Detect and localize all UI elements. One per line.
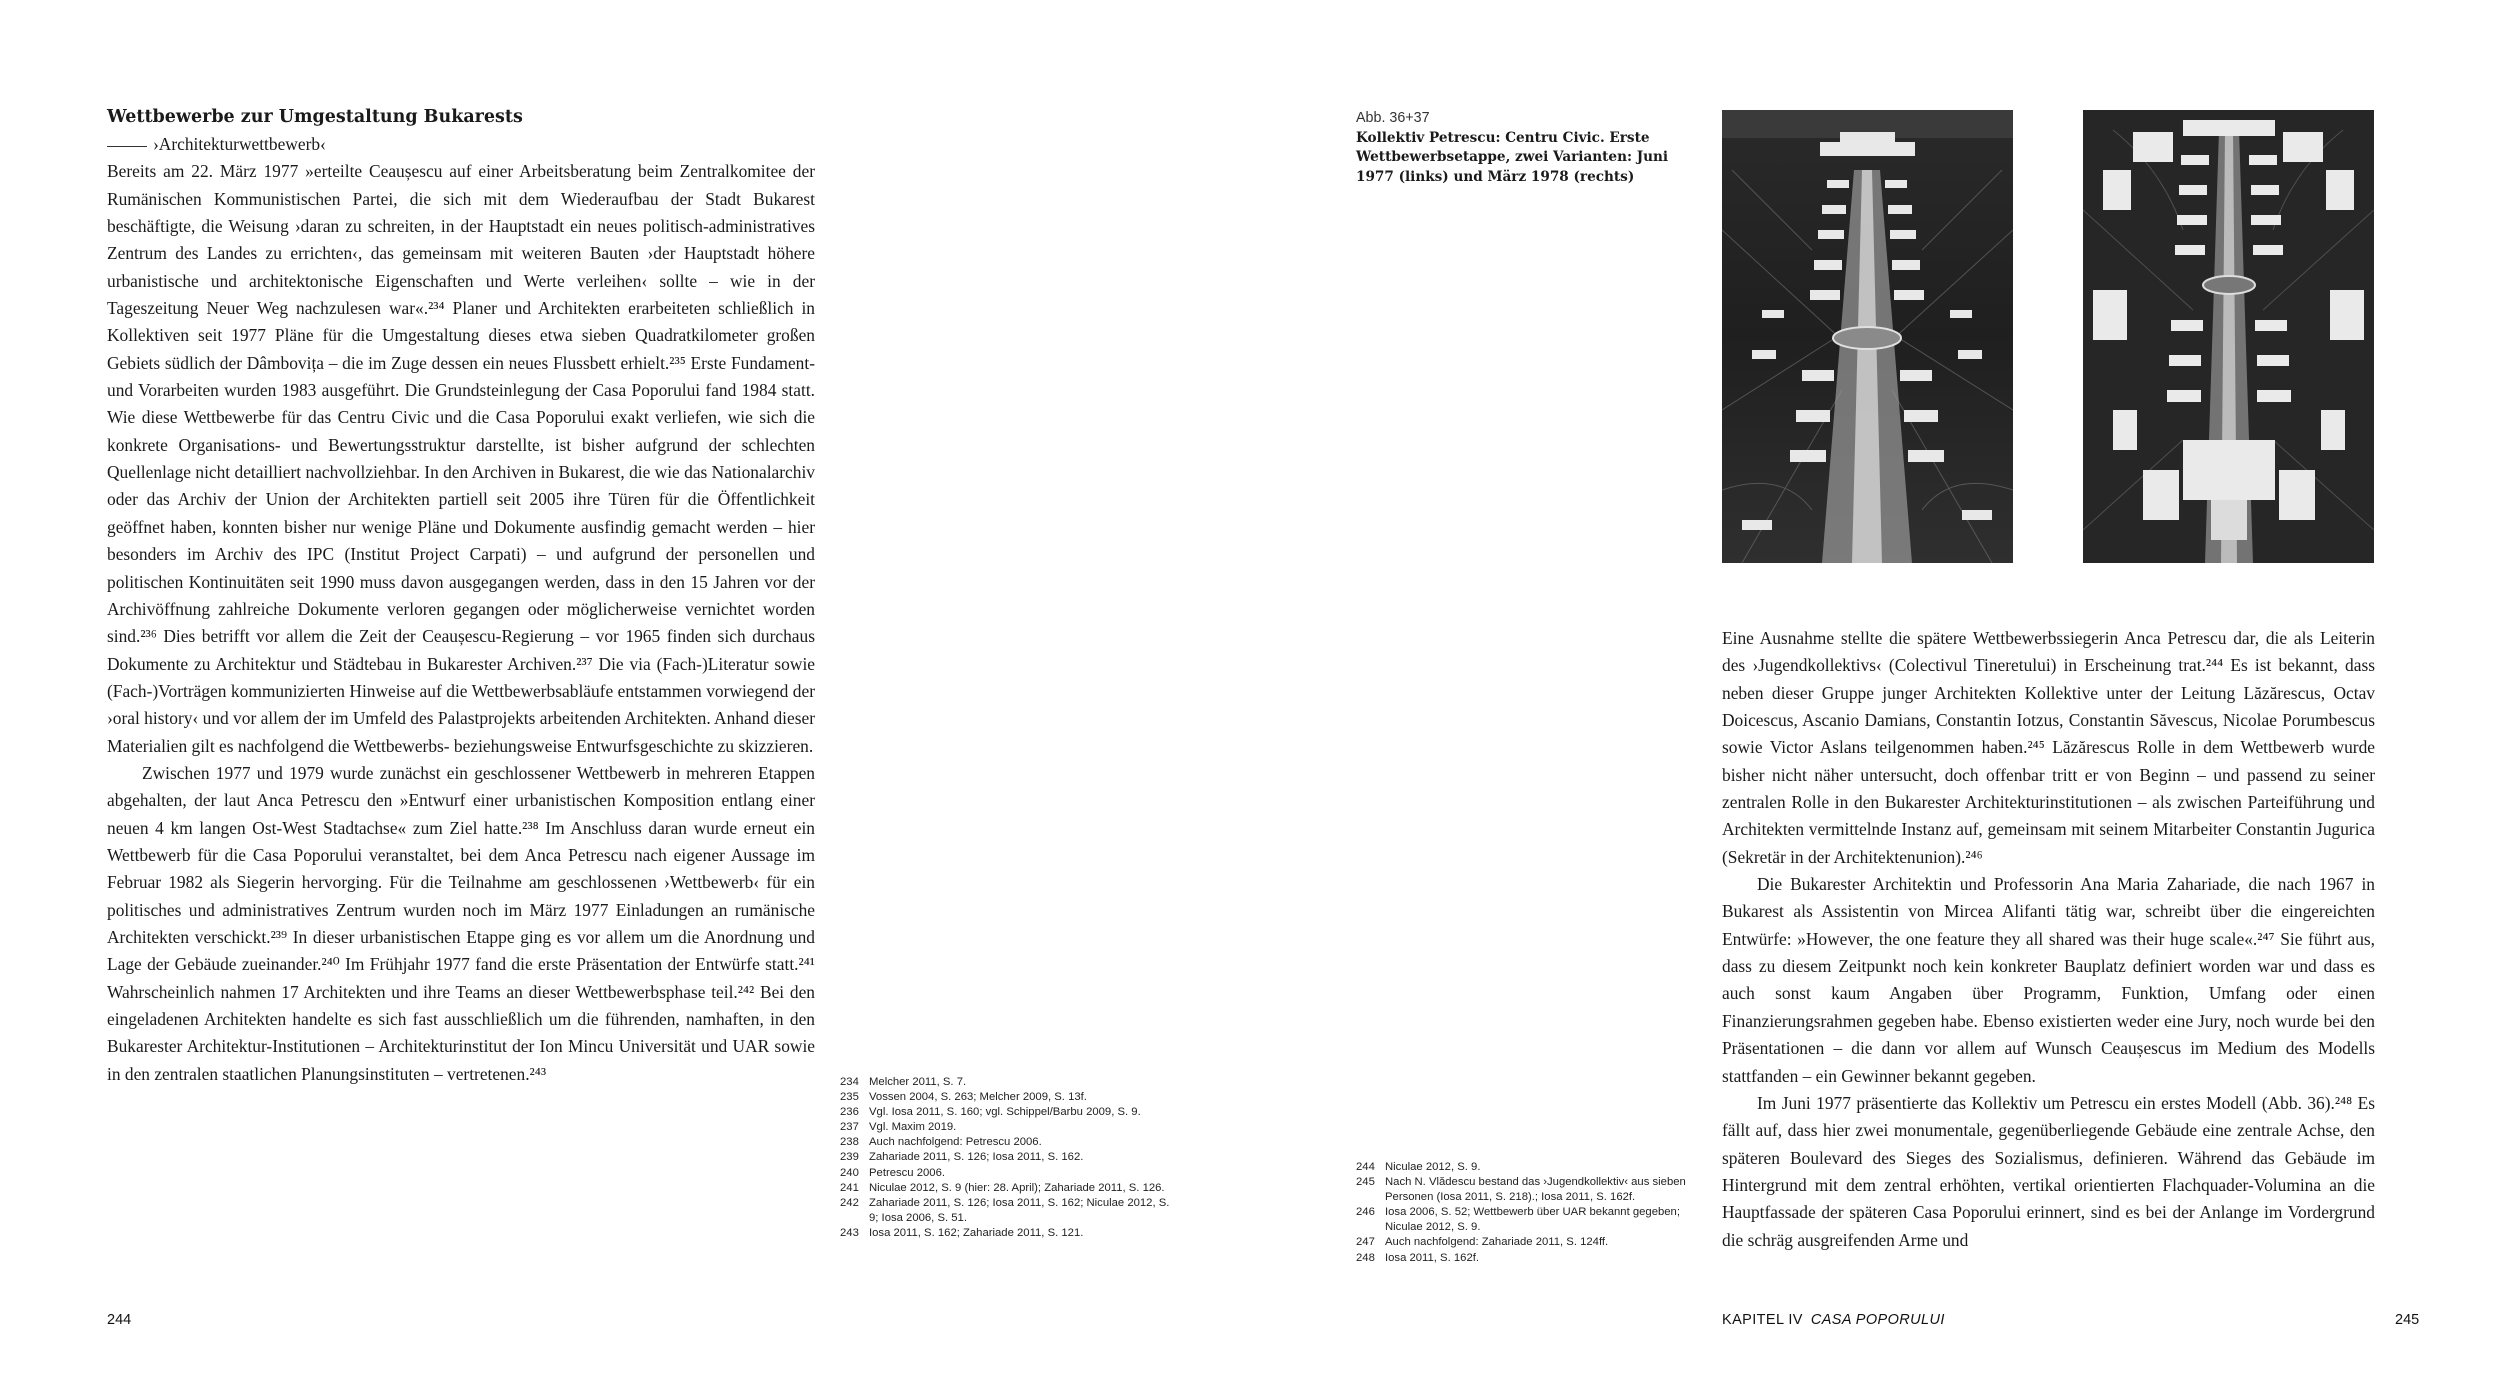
- footnote: [1356, 1205, 1696, 1235]
- body-paragraph-4: Die Bukarester Architektin und Professorin Ana Maria Zahariade, die nach 1967 in Bukarest als Assistentin von Mircea Alifanti tätig war, schreibt über die eingereichten Entwürfe: »However, the one feature they all shared was their huge scale«.²⁴⁷ Sie führt aus, dass zu diesem Zeitpunkt noch kein konkreter Bauplatz definiert worden war und dass es auch sonst kaum Angaben über Programm, Funktion, Umfang oder einen Finanzierungsrahmen gegeben habe. Ebenso existierten weder eine Jury, noch wurde bei den Präsentationen – die dann vor allem auf Wunsch Ceaușescus im Medium des Modells stattfanden – ein Gewinner bekannt gegeben.: [1722, 874, 2375, 1086]
- page-number-left: 244: [107, 1312, 132, 1328]
- footnote-number: 245: [1356, 1176, 1375, 1189]
- footnote-text: Vgl. Maxim 2019.: [869, 1121, 957, 1134]
- footnote-number: 242: [840, 1196, 859, 1209]
- footnote-text: Iosa 2011, S. 162f.: [1385, 1251, 1479, 1264]
- footnotes-right: [1356, 1160, 1696, 1266]
- footnote-text: Iosa 2006, S. 52; Wettbewerb über UAR bekannt gegeben; Niculae 2012, S. 9.: [1385, 1206, 1680, 1234]
- footnote-number: 235: [840, 1091, 859, 1104]
- figure-caption-text: Kollektiv Petrescu: Centru Civic. Erste Wettbewerbsetappe, zwei Varianten: Juni 1977 (links) und März 1978 (rechts): [1356, 129, 1669, 185]
- model-photo-1-graphic: [1722, 110, 2013, 563]
- footnote-number: 240: [840, 1166, 859, 1179]
- footnote-number: 241: [840, 1181, 859, 1194]
- footnote-text: Melcher 2011, S. 7.: [869, 1076, 967, 1088]
- footnote-text: Niculae 2012, S. 9.: [1385, 1161, 1481, 1173]
- running-head-title: CASA POPORULUI: [1810, 1312, 1945, 1328]
- footnote-text: Petrescu 2006.: [869, 1166, 945, 1179]
- running-head-chapter: KAPITEL IV: [1722, 1312, 1803, 1328]
- footnote-text: Niculae 2012, S. 9 (hier: 28. April); Zahariade 2011, S. 126.: [869, 1181, 1165, 1194]
- footnote: [1356, 1235, 1696, 1250]
- figure-photo-june-1977: [1722, 110, 2013, 563]
- footnote-number: 237: [840, 1121, 859, 1134]
- body-paragraph-5: Im Juni 1977 präsentierte das Kollektiv um Petrescu ein erstes Modell (Abb. 36).²⁴⁸ Es fällt auf, dass hier zwei monumentale, gegenüberliegende Gebäude eine zentrale Achse, den späteren Boulevard des Sieges des Sozialismus, definieren. Während das Gebäude im Hintergrund mit dem zentral erhöhten, vertikal orientierten Flachquader-Volumina an die Hauptfassade der späteren Casa Poporului erinnert, sind es bei der Anlange im Vordergrund die schräg ausgreifenden Arme und: [1722, 1092, 2375, 1250]
- footnote-number: 246: [1356, 1206, 1375, 1219]
- section-heading: Wettbewerbe zur Umgestaltung Bukarests: [107, 107, 523, 127]
- footnote-text: Vgl. Iosa 2011, S. 160; vgl. Schippel/Barbu 2009, S. 9.: [869, 1106, 1141, 1119]
- body-paragraph-3: Eine Ausnahme stellte die spätere Wettbewerbssiegerin Anca Petrescu dar, die als Leiterin des ›Jugendkollektivs‹ (Colectivul Tineretului) in Erscheinung trat.²⁴⁴ Es ist bekannt, dass neben dieser Gruppe junger Architekten Kollektive unter der Leitung Lăzărescus, Octav Doicescus, Ascanio Damians, Constantin Iotzus, Constantin Săvescus, Nicolae Porumbescus sowie Victor Aslans teilgenommen haben.²⁴⁵ Lăzărescus Rolle in dem Wettbewerb wurde bisher nicht näher untersucht, doch offenbar tritt er von Beginn – und passend zu seiner zentralen Rolle in den Bukarester Architekturinstitutionen – als zwischen Parteiführung und Architekten vermittelnde Instanz auf, gemeinsam mit seinem Mitarbeiter Constantin Jugurica (Sekretär in der Architektenunion).²⁴⁶: [1722, 628, 2375, 867]
- footnote-number: 243: [840, 1226, 859, 1239]
- footnote-number: 248: [1356, 1251, 1375, 1264]
- footnote: [1356, 1175, 1696, 1205]
- footnote-text: Auch nachfolgend: Zahariade 2011, S. 124ff.: [1385, 1236, 1609, 1249]
- footnote-text: Zahariade 2011, S. 126; Iosa 2011, S. 162; Niculae 2012, S. 9; Iosa 2006, S. 51.: [869, 1196, 1170, 1224]
- footnote-number: 236: [840, 1106, 859, 1119]
- footnote: [1356, 1251, 1696, 1266]
- footnote-number: 238: [840, 1136, 859, 1149]
- footnote-number: 244: [1356, 1161, 1375, 1173]
- figure-caption: [1356, 109, 1686, 187]
- subheading-text: ›Architekturwettbewerb‹: [153, 134, 326, 154]
- footnote-text: Nach N. Vlădescu bestand das ›Jugendkollektiv‹ aus sieben Personen (Iosa 2011, S. 218).; Iosa 2011, S. 162f.: [1385, 1176, 1686, 1204]
- figure-label: Abb. 36+37: [1356, 110, 1430, 126]
- footnote-text: Vossen 2004, S. 263; Melcher 2009, S. 13f.: [869, 1091, 1087, 1104]
- right-main-column: [1722, 625, 2375, 1254]
- footnote-text: Zahariade 2011, S. 126; Iosa 2011, S. 162.: [869, 1151, 1084, 1164]
- model-photo-2-graphic: [2083, 110, 2374, 563]
- page-number-right: 245: [2395, 1312, 2420, 1328]
- footnote-number: 234: [840, 1076, 859, 1088]
- body-paragraph-1: Bereits am 22. März 1977 »erteilte Ceaușescu auf einer Arbeitsberatung beim Zentralkomitee der Rumänischen Kommunistischen Partei, die sich mit dem Wiederaufbau der Stadt Bukarest beschäftigte, die Weisung ›daran zu schreiten, in der Hauptstadt ein neues politisch-administratives Zentrum des Landes zu errichten‹, das gemeinsam mit weiteren Bauten ›der Hauptstadt höhere urbanistische und architektonische Eigenschaften und Werte verleihen‹ sollte – wie in der Tageszeitung Neuer Weg nachzulesen war«.²³⁴ Planer und Architekten erarbeiteten schließlich in Kollektiven seit 1977 Pläne für die Umgestaltung dieses etwa sieben Quadratkilometer großen Gebiets südlich der Dâmbovița – die im Zuge dessen ein neues Flussbett erhielt.²³⁵ Erste Fundament- und Vorarbeiten wurden 1983 ausgeführt. Die Grundsteinlegung der Casa Poporului fand 1984 statt. Wie diese Wettbewerbe für das Centru Civic und die Casa Poporului exakt verliefen, wie sich die konkrete Organisations- und Bewertungsstruktur darstellte, ist bisher aufgrund der schlechten Quellenlage nicht detailliert nachvollziehbar. In den Archiven in Bukarest, die wie das Nationalarchiv oder das Archiv der Union der Architekten partiell seit 2005 ihre Türen für die Öffentlichkeit geöffnet haben, konnten bisher nur wenige Pläne und Dokumente ausfindig gemacht werden – hier besonders im Archiv des IPC (Institut Project Carpati) – und aufgrund der personellen und politischen Kontinuitäten seit 1990 muss davon ausgegangen werden, dass in den 15 Jahren vor der Archivöffnung zahlreiche Dokumente verloren gegangen oder möglicherweise vernichtet worden sind.²³⁶ Dies betrifft vor allem die Zeit der Ceaușescu-Regierung – vor 1965 finden sich durchaus Dokumente zu Architektur und Städtebau in Bukarester Archiven.²³⁷ Die via (Fach-)Literatur sowie (Fach-)Vorträgen kommunizierten Hinweise auf die Wettbewerbsabläufe entstammen vorwiegend der ›oral history‹ und vor allem der im Umfeld des Palastprojekts arbeitenden Architekten. Anhand dieser Materialien gilt es nachfolgend die Wettbewerbs- beziehungsweise Entwurfsgeschichte zu skizzieren.: [107, 161, 815, 756]
- figure-photo-march-1978: [2083, 110, 2374, 563]
- footnote-text: Auch nachfolgend: Petrescu 2006.: [869, 1136, 1042, 1149]
- body-paragraph-2: Zwischen 1977 und 1979 wurde zunächst ein geschlossener Wettbewerb in mehreren Etappen abgehalten, der laut Anca Petrescu den »Entwurf einer urbanistischen Komposition entlang einer neuen 4 km langen Ost-West Stadtachse« zum Ziel hatte.²³⁸ Im Anschluss daran wurde erneut ein Wettbewerb für die Casa Poporului veranstaltet, bei dem Anca Petrescu nach eigener Aussage im Februar 1982 als Siegerin hervorging. Für die Teilnahme am geschlossenen ›Wettbewerb‹ für ein politisches und administratives Zentrum wurden noch im März 1977 Einladungen an rumänische Architekten verschickt.²³⁹ In dieser urbanistischen Etappe ging es vor allem um die Anordnung und Lage der Gebäude zueinander.²⁴⁰ Im Frühjahr 1977 fand die erste Präsentation der Entwürfe statt.²⁴¹ Wahrscheinlich nahmen 17 Architekten und ihre Teams an dieser Wettbewerbsphase teil.²⁴² Bei den eingeladenen Architekten handelte es sich fast ausschließlich um die führenden, namhaften, in den Bukarester Architektur-Institutionen – Architekturinstitut der Ion Mincu Universität und UAR sowie in den zentralen staatlichen Planungsinstituten – vertretenen.²⁴³: [107, 762, 815, 1084]
- footnote: [1356, 1160, 1696, 1175]
- footnote-text: Iosa 2011, S. 162; Zahariade 2011, S. 121.: [869, 1226, 1084, 1239]
- running-head: [1722, 1311, 1945, 1329]
- footnote-number: 239: [840, 1151, 859, 1164]
- footnote-number: 247: [1356, 1236, 1375, 1249]
